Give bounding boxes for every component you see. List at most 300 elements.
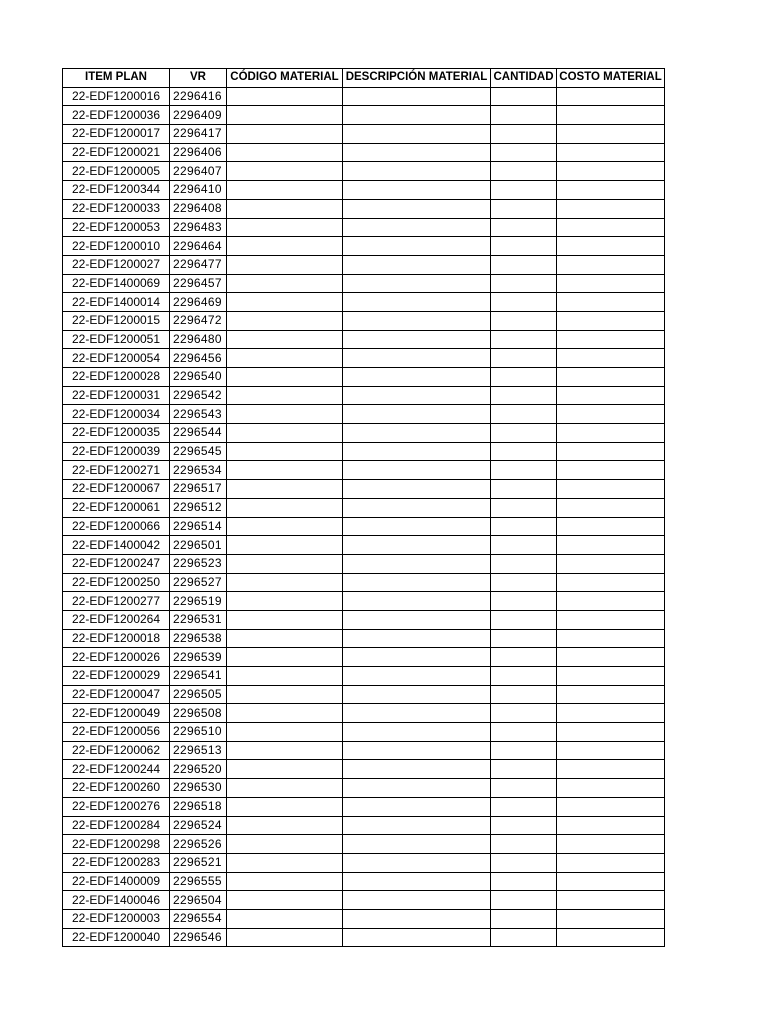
cell-cantidad — [491, 293, 557, 312]
cell-vr: 2296544 — [170, 424, 227, 443]
cell-vr: 2296512 — [170, 498, 227, 517]
cell-item-plan: 22-EDF1400046 — [63, 891, 170, 910]
cell-cantidad — [491, 349, 557, 368]
cell-vr: 2296408 — [170, 199, 227, 218]
cell-cantidad — [491, 610, 557, 629]
cell-costo-material — [557, 293, 665, 312]
cell-costo-material — [557, 741, 665, 760]
cell-cantidad — [491, 255, 557, 274]
cell-codigo-material — [227, 554, 343, 573]
cell-item-plan: 22-EDF1200054 — [63, 349, 170, 368]
cell-descripcion-material — [343, 424, 491, 443]
table-row — [63, 143, 665, 162]
cell-codigo-material — [227, 816, 343, 835]
cell-cantidad — [491, 760, 557, 779]
cell-vr: 2296545 — [170, 442, 227, 461]
cell-codigo-material — [227, 293, 343, 312]
cell-vr: 2296477 — [170, 255, 227, 274]
cell-codigo-material — [227, 162, 343, 181]
cell-costo-material — [557, 162, 665, 181]
cell-vr: 2296457 — [170, 274, 227, 293]
cell-codigo-material — [227, 685, 343, 704]
header-vr: VR — [170, 69, 227, 88]
cell-costo-material — [557, 498, 665, 517]
cell-vr: 2296501 — [170, 536, 227, 555]
table-row — [63, 162, 665, 181]
cell-descripcion-material — [343, 554, 491, 573]
cell-codigo-material — [227, 143, 343, 162]
cell-costo-material — [557, 218, 665, 237]
cell-item-plan: 22-EDF1200049 — [63, 704, 170, 723]
cell-costo-material — [557, 760, 665, 779]
cell-vr: 2296541 — [170, 667, 227, 686]
cell-cantidad — [491, 853, 557, 872]
cell-costo-material — [557, 274, 665, 293]
cell-descripcion-material — [343, 853, 491, 872]
cell-vr: 2296407 — [170, 162, 227, 181]
cell-descripcion-material — [343, 461, 491, 480]
cell-vr: 2296520 — [170, 760, 227, 779]
cell-vr: 2296534 — [170, 461, 227, 480]
cell-item-plan: 22-EDF1200284 — [63, 816, 170, 835]
table-row — [63, 87, 665, 106]
cell-vr: 2296543 — [170, 405, 227, 424]
cell-item-plan: 22-EDF1200061 — [63, 498, 170, 517]
cell-costo-material — [557, 386, 665, 405]
cell-item-plan: 22-EDF1200036 — [63, 106, 170, 125]
cell-cantidad — [491, 461, 557, 480]
header-descripcion-material: DESCRIPCIÓN MATERIAL — [343, 69, 491, 88]
cell-descripcion-material — [343, 293, 491, 312]
cell-codigo-material — [227, 741, 343, 760]
cell-codigo-material — [227, 723, 343, 742]
cell-vr: 2296469 — [170, 293, 227, 312]
cell-vr: 2296417 — [170, 125, 227, 144]
cell-cantidad — [491, 143, 557, 162]
cell-costo-material — [557, 106, 665, 125]
table-row — [63, 349, 665, 368]
cell-vr: 2296406 — [170, 143, 227, 162]
cell-descripcion-material — [343, 480, 491, 499]
header-cantidad: CANTIDAD — [491, 69, 557, 88]
cell-cantidad — [491, 741, 557, 760]
header-row — [63, 69, 665, 88]
cell-vr: 2296523 — [170, 554, 227, 573]
table-row — [63, 106, 665, 125]
table-row — [63, 872, 665, 891]
cell-item-plan: 22-EDF1400042 — [63, 536, 170, 555]
table-row — [63, 610, 665, 629]
cell-cantidad — [491, 928, 557, 947]
cell-codigo-material — [227, 872, 343, 891]
cell-costo-material — [557, 573, 665, 592]
cell-vr: 2296546 — [170, 928, 227, 947]
table-body — [63, 87, 665, 947]
cell-descripcion-material — [343, 592, 491, 611]
cell-codigo-material — [227, 928, 343, 947]
cell-vr: 2296504 — [170, 891, 227, 910]
cell-descripcion-material — [343, 106, 491, 125]
cell-costo-material — [557, 723, 665, 742]
table-row — [63, 648, 665, 667]
cell-item-plan: 22-EDF1400069 — [63, 274, 170, 293]
cell-item-plan: 22-EDF1200005 — [63, 162, 170, 181]
cell-descripcion-material — [343, 237, 491, 256]
cell-descripcion-material — [343, 573, 491, 592]
cell-item-plan: 22-EDF1200053 — [63, 218, 170, 237]
cell-item-plan: 22-EDF1200051 — [63, 330, 170, 349]
cell-costo-material — [557, 405, 665, 424]
table-row — [63, 480, 665, 499]
cell-vr: 2296480 — [170, 330, 227, 349]
cell-vr: 2296540 — [170, 368, 227, 387]
table-row — [63, 386, 665, 405]
cell-costo-material — [557, 480, 665, 499]
cell-vr: 2296554 — [170, 909, 227, 928]
cell-costo-material — [557, 424, 665, 443]
cell-item-plan: 22-EDF1400014 — [63, 293, 170, 312]
cell-descripcion-material — [343, 368, 491, 387]
cell-costo-material — [557, 610, 665, 629]
cell-descripcion-material — [343, 498, 491, 517]
cell-codigo-material — [227, 125, 343, 144]
cell-cantidad — [491, 667, 557, 686]
cell-item-plan: 22-EDF1200029 — [63, 667, 170, 686]
cell-cantidad — [491, 218, 557, 237]
cell-vr: 2296527 — [170, 573, 227, 592]
cell-costo-material — [557, 685, 665, 704]
cell-codigo-material — [227, 648, 343, 667]
cell-codigo-material — [227, 218, 343, 237]
cell-item-plan: 22-EDF1200021 — [63, 143, 170, 162]
table-row — [63, 779, 665, 798]
cell-cantidad — [491, 536, 557, 555]
cell-costo-material — [557, 629, 665, 648]
table-row — [63, 330, 665, 349]
cell-costo-material — [557, 779, 665, 798]
cell-vr: 2296530 — [170, 779, 227, 798]
header-costo-material: COSTO MATERIAL — [557, 69, 665, 88]
cell-codigo-material — [227, 386, 343, 405]
table-row — [63, 816, 665, 835]
cell-item-plan: 22-EDF1200018 — [63, 629, 170, 648]
materials-table — [62, 68, 665, 947]
cell-descripcion-material — [343, 255, 491, 274]
cell-vr: 2296514 — [170, 517, 227, 536]
cell-costo-material — [557, 891, 665, 910]
cell-cantidad — [491, 87, 557, 106]
cell-cantidad — [491, 816, 557, 835]
cell-item-plan: 22-EDF1200034 — [63, 405, 170, 424]
cell-costo-material — [557, 592, 665, 611]
cell-costo-material — [557, 667, 665, 686]
cell-costo-material — [557, 872, 665, 891]
cell-descripcion-material — [343, 872, 491, 891]
cell-cantidad — [491, 685, 557, 704]
cell-cantidad — [491, 125, 557, 144]
cell-codigo-material — [227, 536, 343, 555]
cell-cantidad — [491, 554, 557, 573]
table-row — [63, 797, 665, 816]
table-row — [63, 293, 665, 312]
cell-descripcion-material — [343, 685, 491, 704]
table-row — [63, 853, 665, 872]
cell-codigo-material — [227, 87, 343, 106]
cell-vr: 2296410 — [170, 181, 227, 200]
cell-costo-material — [557, 928, 665, 947]
table-row — [63, 723, 665, 742]
cell-codigo-material — [227, 461, 343, 480]
table-row — [63, 311, 665, 330]
cell-descripcion-material — [343, 723, 491, 742]
cell-costo-material — [557, 143, 665, 162]
cell-descripcion-material — [343, 741, 491, 760]
cell-costo-material — [557, 442, 665, 461]
cell-item-plan: 22-EDF1200067 — [63, 480, 170, 499]
cell-vr: 2296416 — [170, 87, 227, 106]
table-row — [63, 835, 665, 854]
cell-codigo-material — [227, 760, 343, 779]
cell-codigo-material — [227, 181, 343, 200]
cell-codigo-material — [227, 797, 343, 816]
cell-descripcion-material — [343, 87, 491, 106]
cell-descripcion-material — [343, 125, 491, 144]
cell-vr: 2296526 — [170, 835, 227, 854]
cell-descripcion-material — [343, 405, 491, 424]
cell-item-plan: 22-EDF1200062 — [63, 741, 170, 760]
cell-codigo-material — [227, 498, 343, 517]
cell-descripcion-material — [343, 928, 491, 947]
cell-codigo-material — [227, 368, 343, 387]
table-row — [63, 704, 665, 723]
cell-descripcion-material — [343, 143, 491, 162]
cell-vr: 2296505 — [170, 685, 227, 704]
cell-cantidad — [491, 405, 557, 424]
cell-vr: 2296521 — [170, 853, 227, 872]
cell-cantidad — [491, 424, 557, 443]
cell-cantidad — [491, 723, 557, 742]
cell-vr: 2296518 — [170, 797, 227, 816]
cell-codigo-material — [227, 330, 343, 349]
cell-costo-material — [557, 536, 665, 555]
cell-cantidad — [491, 872, 557, 891]
table-row — [63, 629, 665, 648]
cell-costo-material — [557, 87, 665, 106]
cell-descripcion-material — [343, 835, 491, 854]
cell-item-plan: 22-EDF1200066 — [63, 517, 170, 536]
cell-item-plan: 22-EDF1200056 — [63, 723, 170, 742]
cell-codigo-material — [227, 517, 343, 536]
cell-costo-material — [557, 368, 665, 387]
table-row — [63, 237, 665, 256]
cell-vr: 2296508 — [170, 704, 227, 723]
cell-cantidad — [491, 573, 557, 592]
cell-item-plan: 22-EDF1200035 — [63, 424, 170, 443]
cell-codigo-material — [227, 106, 343, 125]
cell-item-plan: 22-EDF1200244 — [63, 760, 170, 779]
cell-item-plan: 22-EDF1200003 — [63, 909, 170, 928]
cell-vr: 2296524 — [170, 816, 227, 835]
table-row — [63, 554, 665, 573]
cell-cantidad — [491, 891, 557, 910]
cell-descripcion-material — [343, 199, 491, 218]
cell-descripcion-material — [343, 891, 491, 910]
cell-cantidad — [491, 629, 557, 648]
cell-item-plan: 22-EDF1200276 — [63, 797, 170, 816]
cell-descripcion-material — [343, 779, 491, 798]
table-row — [63, 573, 665, 592]
cell-cantidad — [491, 330, 557, 349]
table-row — [63, 517, 665, 536]
cell-codigo-material — [227, 311, 343, 330]
cell-codigo-material — [227, 424, 343, 443]
cell-costo-material — [557, 349, 665, 368]
cell-costo-material — [557, 461, 665, 480]
cell-item-plan: 22-EDF1200040 — [63, 928, 170, 947]
cell-vr: 2296531 — [170, 610, 227, 629]
cell-codigo-material — [227, 779, 343, 798]
table-row — [63, 909, 665, 928]
table-row — [63, 592, 665, 611]
cell-cantidad — [491, 648, 557, 667]
cell-codigo-material — [227, 704, 343, 723]
cell-descripcion-material — [343, 648, 491, 667]
cell-item-plan: 22-EDF1200010 — [63, 237, 170, 256]
cell-descripcion-material — [343, 704, 491, 723]
table-row — [63, 442, 665, 461]
cell-cantidad — [491, 480, 557, 499]
cell-cantidad — [491, 779, 557, 798]
cell-item-plan: 22-EDF1200016 — [63, 87, 170, 106]
cell-descripcion-material — [343, 760, 491, 779]
cell-cantidad — [491, 797, 557, 816]
cell-codigo-material — [227, 610, 343, 629]
cell-item-plan: 22-EDF1200298 — [63, 835, 170, 854]
cell-descripcion-material — [343, 629, 491, 648]
cell-codigo-material — [227, 237, 343, 256]
cell-costo-material — [557, 704, 665, 723]
cell-descripcion-material — [343, 181, 491, 200]
cell-item-plan: 22-EDF1200344 — [63, 181, 170, 200]
cell-item-plan: 22-EDF1400009 — [63, 872, 170, 891]
table-row — [63, 685, 665, 704]
cell-codigo-material — [227, 592, 343, 611]
cell-descripcion-material — [343, 536, 491, 555]
cell-cantidad — [491, 909, 557, 928]
table-row — [63, 928, 665, 947]
cell-costo-material — [557, 255, 665, 274]
table-row — [63, 274, 665, 293]
cell-codigo-material — [227, 199, 343, 218]
cell-cantidad — [491, 311, 557, 330]
cell-cantidad — [491, 181, 557, 200]
cell-codigo-material — [227, 573, 343, 592]
cell-vr: 2296472 — [170, 311, 227, 330]
cell-item-plan: 22-EDF1200277 — [63, 592, 170, 611]
cell-descripcion-material — [343, 330, 491, 349]
cell-costo-material — [557, 181, 665, 200]
cell-descripcion-material — [343, 816, 491, 835]
cell-costo-material — [557, 835, 665, 854]
cell-cantidad — [491, 517, 557, 536]
cell-codigo-material — [227, 891, 343, 910]
table-row — [63, 405, 665, 424]
cell-costo-material — [557, 797, 665, 816]
cell-cantidad — [491, 498, 557, 517]
cell-codigo-material — [227, 835, 343, 854]
cell-costo-material — [557, 199, 665, 218]
header-codigo-material: CÓDIGO MATERIAL — [227, 69, 343, 88]
cell-codigo-material — [227, 853, 343, 872]
cell-vr: 2296517 — [170, 480, 227, 499]
header-item-plan: ITEM PLAN — [63, 69, 170, 88]
cell-item-plan: 22-EDF1200260 — [63, 779, 170, 798]
cell-cantidad — [491, 368, 557, 387]
cell-costo-material — [557, 909, 665, 928]
cell-costo-material — [557, 330, 665, 349]
cell-vr: 2296510 — [170, 723, 227, 742]
cell-cantidad — [491, 237, 557, 256]
cell-descripcion-material — [343, 162, 491, 181]
cell-codigo-material — [227, 480, 343, 499]
cell-item-plan: 22-EDF1200264 — [63, 610, 170, 629]
cell-item-plan: 22-EDF1200271 — [63, 461, 170, 480]
cell-vr: 2296513 — [170, 741, 227, 760]
table-row — [63, 536, 665, 555]
cell-descripcion-material — [343, 386, 491, 405]
cell-item-plan: 22-EDF1200027 — [63, 255, 170, 274]
cell-costo-material — [557, 554, 665, 573]
cell-cantidad — [491, 835, 557, 854]
cell-item-plan: 22-EDF1200028 — [63, 368, 170, 387]
cell-item-plan: 22-EDF1200283 — [63, 853, 170, 872]
cell-codigo-material — [227, 442, 343, 461]
cell-descripcion-material — [343, 218, 491, 237]
cell-codigo-material — [227, 349, 343, 368]
cell-costo-material — [557, 125, 665, 144]
cell-item-plan: 22-EDF1200247 — [63, 554, 170, 573]
table-row — [63, 368, 665, 387]
cell-item-plan: 22-EDF1200026 — [63, 648, 170, 667]
cell-costo-material — [557, 237, 665, 256]
table-row — [63, 667, 665, 686]
cell-codigo-material — [227, 629, 343, 648]
table-row — [63, 760, 665, 779]
cell-vr: 2296483 — [170, 218, 227, 237]
cell-descripcion-material — [343, 909, 491, 928]
cell-cantidad — [491, 442, 557, 461]
cell-cantidad — [491, 592, 557, 611]
cell-codigo-material — [227, 255, 343, 274]
cell-vr: 2296555 — [170, 872, 227, 891]
table-row — [63, 741, 665, 760]
table-row — [63, 218, 665, 237]
cell-codigo-material — [227, 909, 343, 928]
cell-cantidad — [491, 704, 557, 723]
cell-descripcion-material — [343, 797, 491, 816]
cell-item-plan: 22-EDF1200047 — [63, 685, 170, 704]
table-row — [63, 181, 665, 200]
table-row — [63, 125, 665, 144]
cell-codigo-material — [227, 667, 343, 686]
cell-item-plan: 22-EDF1200250 — [63, 573, 170, 592]
cell-cantidad — [491, 106, 557, 125]
cell-costo-material — [557, 648, 665, 667]
cell-costo-material — [557, 853, 665, 872]
cell-descripcion-material — [343, 610, 491, 629]
cell-vr: 2296464 — [170, 237, 227, 256]
table-row — [63, 255, 665, 274]
